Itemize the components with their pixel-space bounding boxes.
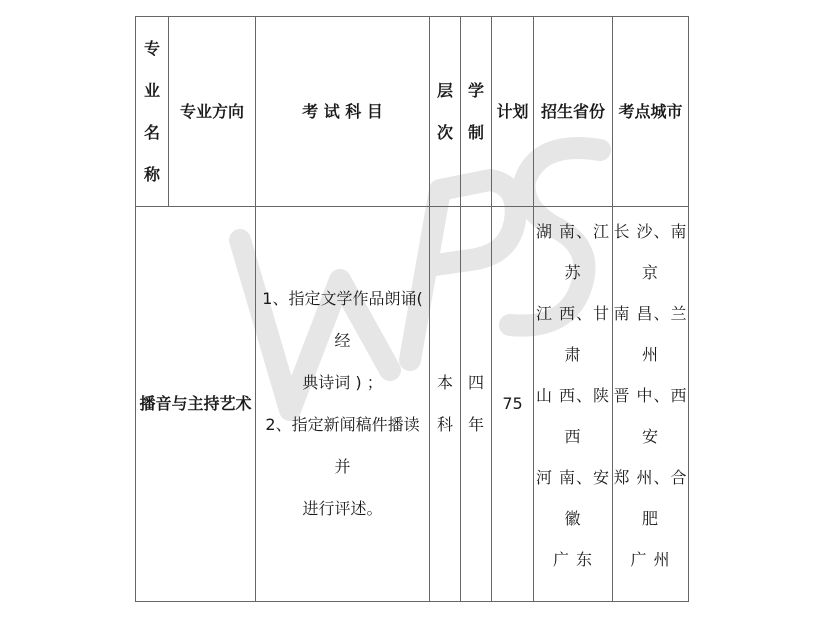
subject-line: 进行评述。 [302, 499, 383, 518]
major-direction-cell: 播音与主持艺术 [136, 207, 256, 602]
header-major-name-char: 名 [143, 122, 160, 142]
province-line: 湖 南、江 [535, 222, 611, 241]
city-line: 广 州 [630, 550, 671, 569]
header-duration-char: 制 [467, 122, 484, 142]
level-cell [430, 207, 461, 602]
province-line: 广 东 [552, 550, 594, 569]
header-level-char: 次 [436, 122, 453, 142]
header-level-char: 层 [436, 80, 453, 100]
header-major-name-char: 业 [143, 80, 160, 100]
subject-line: 典诗词 ) ； [302, 373, 383, 392]
province-line: 河 南、安 [535, 468, 611, 487]
city-line: 安 [641, 427, 659, 446]
subject-line: 2、指定新闻稿件播读并 [265, 415, 420, 476]
province-line: 苏 [564, 263, 582, 282]
header-duration [461, 17, 492, 207]
header-duration-char: 学 [467, 80, 484, 100]
cities-cell [613, 207, 689, 602]
header-provinces: 招生省份 [534, 17, 613, 207]
subject-line: 1、指定文学作品朗诵( 经 [262, 289, 423, 350]
header-major-name-char: 称 [143, 164, 160, 184]
header-subjects: 考 试 科 目 [256, 17, 430, 207]
duration-char: 四 [467, 373, 484, 392]
enrollment-plan-table [135, 16, 689, 602]
header-direction: 专业方向 [169, 17, 256, 207]
duration-cell [461, 207, 492, 602]
table-row [136, 207, 689, 602]
subjects-cell [256, 207, 430, 602]
city-line: 南 昌、兰 [613, 304, 688, 323]
header-major-name [136, 17, 169, 207]
duration-char: 年 [467, 415, 484, 434]
province-line: 西 [564, 427, 582, 446]
city-line: 京 [641, 263, 659, 282]
header-row [136, 17, 689, 207]
city-line: 肥 [641, 509, 659, 528]
city-line: 晋 中、西 [613, 386, 688, 405]
header-cities: 考点城市 [613, 17, 689, 207]
level-char: 科 [436, 415, 453, 434]
header-major-name-char: 专 [143, 38, 160, 58]
provinces-cell [534, 207, 613, 602]
level-char: 本 [436, 373, 453, 392]
city-line: 郑 州、合 [613, 468, 688, 487]
province-line: 江 西、甘 [535, 304, 611, 323]
header-level [430, 17, 461, 207]
city-line: 州 [641, 345, 659, 364]
plan-cell: 75 [492, 207, 534, 602]
province-line: 山 西、陕 [535, 386, 611, 405]
city-line: 长 沙、南 [613, 222, 688, 241]
province-line: 徽 [564, 509, 582, 528]
province-line: 肃 [564, 345, 582, 364]
header-plan: 计划 [492, 17, 534, 207]
